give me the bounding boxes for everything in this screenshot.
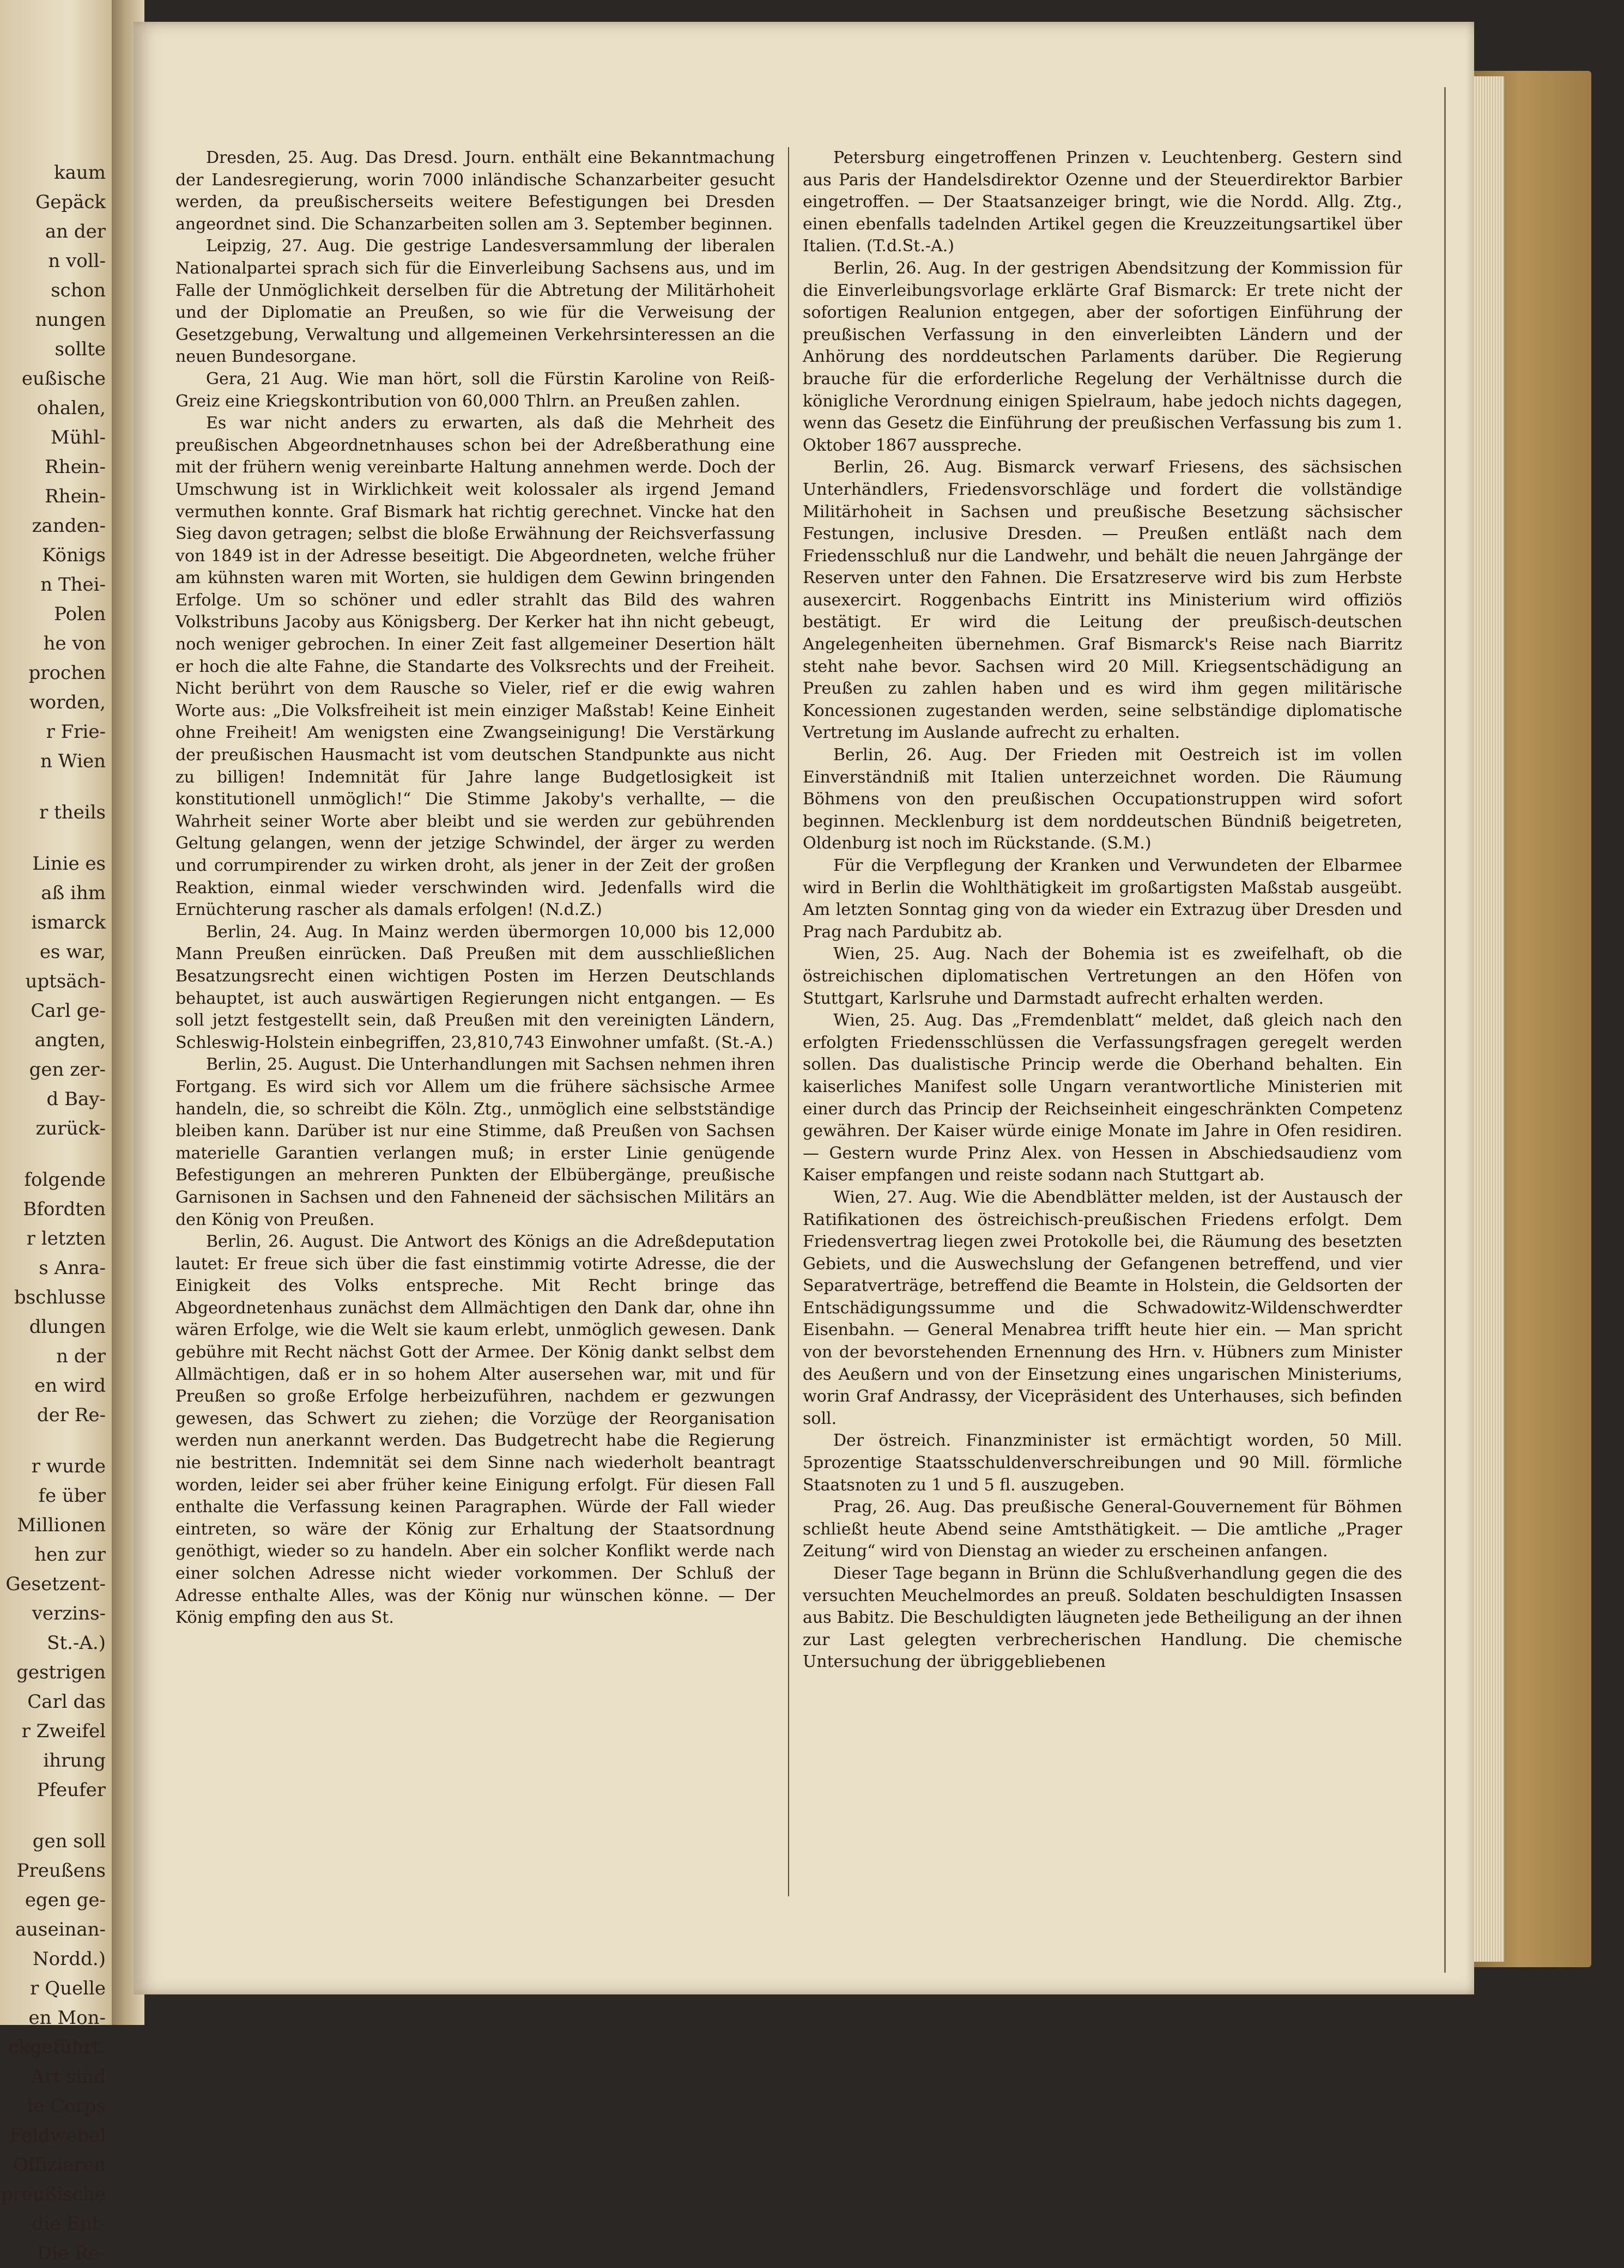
left-fragment-line: r Zweifel [21,1720,106,1742]
left-fragment-line: Nordd.) [32,1948,106,1970]
left-fragment-line: he von [43,633,106,654]
left-fragment-line: Rhein- [45,456,106,478]
left-fragment-line: verzins- [32,1603,106,1624]
article-berlin-26-commission: Berlin, 26. Aug. In der gestrigen Abendsitzung der Kommission für die Einverleibungsvorlage erklärte Graf Bismarck: Er trete nicht der sofortigen Realunion entgegen, aber der sofortigen Einführung der preußischen Verfassung in den einverleibten Ländern und der Anhörung des norddeutschen Parlaments darüber. Die Regierung brauche für die erforderliche Regelung der Verhältnisse durch die königliche Verordnung einigen Spielraum, habe jedoch nichts dagegen, wenn das Gesetz die Einführung der preußischen Verfassung bis zum 1. Oktober 1867 ausspreche. [803,258,1402,455]
left-fragment-line [0,1143,109,1165]
left-fragment-line: prochen [28,662,106,684]
left-fragment-line: bschlusse [14,1287,106,1308]
article-leipzig: Leipzig, 27. Aug. Die gestrige Landesversammlung der liberalen Nationalpartei sprach sich für die Einverleibung Sachsens aus, und im Falle der Unmöglichkeit derselben für die Abtretung der Militärhoheit und der Diplomatie an Preußen, so wie für die Verweisung der Gesetzgebung, Verwaltung und allgemeinen Verkehrsinteressen an die neuen Bundesorgane. [175,236,775,367]
article-petersburg: Petersburg eingetroffenen Prinzen v. Leuchtenberg. Gestern sind aus Paris der Handelsdirektor Ozenne und der Steuerdirektor Barbier eingetroffen. — Der Staatsanzeiger bringt, wie die Nordd. Allg. Ztg., einen ebenfalls tadelnden Artikel gegen die Kreuzzeitungsartikel über Italien. (T.d.St.-A.) [803,148,1402,256]
left-fragment-line: n Wien [40,750,106,772]
left-fragment-line: Offizieren [13,2154,106,2176]
left-page [0,0,114,2264]
left-fragment-line: Mühl- [51,427,106,448]
left-fragment-line: en wird [34,1375,106,1397]
left-fragment-line: eußische [21,368,106,390]
left-fragment-line: preußische [1,2184,106,2205]
article-gera: Gera, 21 Aug. Wie man hört, soll die Fürstin Karoline von Reiß-Greiz eine Kriegskontribution von 60,000 Thlrn. an Preußen zahlen. [175,369,775,411]
left-fragment-line: gen soll [32,1830,106,1852]
article-jacoby: Es war nicht anders zu erwarten, als daß die Mehrheit des preußischen Abgeordnetnhauses schon bei der Adreßberathung eine mit der frühern wenig vereinbarte Haltung annehmen werde. Doch der Umschwung ist in Wirklichkeit weit kolossaler als irgend Jemand vermuthen konnte. Graf Bismark hat richtig gerechnet. Vincke hat den Sieg davon getragen; selbst die bloße Erwähnung der Reichsverfassung von 1849 ist in der Adresse beseitigt. Die Abgeordneten, welche früher am kühnsten waren mit Worten, sie huldigen dem Gewinn bringenden Erfolge. Um so schöner und edler strahlt das Bild des wahren Volkstribuns Jacoby aus Königsberg. Der Kerker hat ihn nicht gebeugt, noch weniger gebrochen. In einer Zeit fast allgemeiner Desertion hält er hoch die alte Fahne, die Standarte des Volksrechts und der Freiheit. Nicht berührt von dem Rausche so Vieler, rief er die ewig wahren Worte aus: „Die Volksfreiheit ist mein einziger Maßstab! Keine Einheit ohne Freiheit! Am wenigsten eine Zwangseinigung! Die Verstärkung der preußischen Hausmacht ist vom deutschen Standpunkte aus nicht zu billigen! Indemnität für Jahre lange Budgetlosigkeit ist konstitutionell unmöglich!“ Die Stimme Jakoby's verhallte, — die Wahrheit seiner Worte aber bleibt und sie werden zur gebührenden Geltung gelangen, wenn der jetzige Schwindel, der ärger zu werden und corrumpirender zu wirken droht, als jener in der Zeit der großen Reaktion, einmal wieder verschwinden wird. Jedenfalls wird die Ernüchterung rascher als damals erfolgen! (N.d.Z.) [175,414,775,920]
left-fragment-line: zurück- [35,1118,106,1139]
left-fragment-line: schon [51,280,106,301]
left-fragment-line: angten, [34,1029,106,1051]
left-fragment-line: uptsäch- [25,971,106,992]
left-fragment-line: ihrung [43,1750,106,1772]
column-divider [788,147,789,1896]
left-fragment-line: Preußens [16,1860,106,1882]
left-fragment-line: sollte [54,338,106,360]
article-berlin-26-peace: Berlin, 26. Aug. Der Frieden mit Oestreich ist im vollen Einverständniß mit Italien unterzeichnet worden. Die Räumung Böhmens von den preußischen Occupationstruppen wird sofort beginnen. Mecklenburg ist dem norddeutschen Bündniß beigetreten, Oldenburg ist noch im Rückstande. (S.M.) [803,745,1402,853]
left-fragment-line: worden, [29,692,106,713]
left-fragment-line: en Mon- [28,2007,106,2029]
left-fragment-line: Die Re- [37,2242,106,2264]
left-fragment-line: Carl ge- [31,1000,106,1022]
article-finanzminister: Der östreich. Finanzminister ist ermächtigt worden, 50 Mill. 5prozentige Staatsschuldenverschreibungen und 90 Mill. förmliche Staatsnoten zu 1 und 5 fl. auszugeben. [803,1431,1402,1495]
left-fragment-line: kaum [53,162,106,184]
left-fragment-line: ckgeführt. [8,2036,106,2058]
left-fragment-line: Gesetzent- [5,1573,106,1595]
left-fragment-line: fe über [38,1485,106,1507]
right-column [803,147,1402,1673]
left-fragment-line: Art sind [31,2066,106,2088]
left-fragment-line: n der [56,1345,106,1367]
left-fragment-line: Rhein- [45,486,106,507]
left-fragment-line: Königs [42,544,106,566]
left-fragment-line: n Thei- [40,574,106,596]
left-fragment-line: Polen [54,603,106,625]
left-fragment-line: r theils [39,802,106,823]
left-fragment-line: egen ge- [25,1889,106,1911]
left-fragment-line: r Frie- [46,721,106,743]
left-fragment-line: folgende [24,1169,106,1191]
left-fragment-line [0,1805,109,1827]
left-fragment-line: aß ihm [41,882,106,904]
left-column [175,147,775,1629]
left-fragment-line: r wurde [31,1456,106,1477]
left-fragment-line: gen zer- [29,1059,106,1081]
article-wien-25-fremdenblatt: Wien, 25. Aug. Das „Fremdenblatt“ meldet, daß gleich nach den erfolgten Friedensschlüssen die Verfassungsfragen geregelt werden sollen. Das dualistische Princip werde die Oberhand behalten. Ein kaiserliches Manifest solle Ungarn verantwortliche Ministerien mit einer durch das Princip der Reichseinheit eingeschränkten Competenz gewähren. Der Kaiser würde einige Monate im Jahre in Ofen residiren. — Gestern wurde Prinz Alex. von Hessen in Abschiedsaudienz vom Kaiser empfangen und reiste sodann nach Stuttgart ab. [803,1011,1402,1185]
left-fragment-line: ie Corps [27,2095,106,2117]
left-fragment-line: an der [45,221,106,242]
left-fragment-line: gestrigen [16,1661,106,1683]
left-fragment-line: d Bay- [46,1088,106,1110]
article-wien-27: Wien, 27. Aug. Wie die Abendblätter melden, ist der Austausch der Ratifikationen des östreichisch-preußischen Friedens erfolgt. Dem Friedensvertrag liegen zwei Protokolle bei, die Räumung des besetzten Gebiets, und die Auswechslung der Gefangenen betreffend, und vier Separatverträge, betreffend die Beamte in Holstein, die Geldsorten der Entschädigungssumme und die Schwadowitz-Wildenschwerdter Eisenbahn. — General Menabrea trifft heute hier ein. — Man spricht von der bevorstehenden Ernennung des Hrn. v. Hübners zum Minister des Aeußern und von der Einsetzung eines ungarischen Ministeriums, worin Graf Andrassy, der Vicepräsident des Unterhauses, sich befinden soll. [803,1187,1402,1428]
article-prag: Prag, 26. Aug. Das preußische General-Gouvernement für Böhmen schließt heute Abend seine Amtsthätigkeit. — Die amtliche „Prager Zeitung“ wird von Dienstag an wieder zu erscheinen anfangen. [803,1497,1402,1561]
left-fragment-line [0,776,109,798]
article-bruenn: Dieser Tage begann in Brünn die Schlußverhandlung gegen die des versuchten Meuchelmordes an preuß. Soldaten beschuldigten Insassen aus Babitz. Die Beschuldigten läugneten jede Betheiligung an der ihnen zur Last gelegten verbrecherischen Handlung. Die chemische Untersuchung der übriggebliebenen [803,1564,1402,1672]
left-fragment-line: zanden- [32,515,106,537]
left-page-fragments [0,158,109,2268]
left-fragment-line: Pfeufer [37,1779,106,1801]
article-berlin-26-bismarck: Berlin, 26. Aug. Bismarck verwarf Friesens, des sächsischen Unterhändlers, Friedensvorschläge und fordert die vollständige Militärhoheit in Sachsen und preußische Besetzung sächsischer Festungen, inclusive Dresden. — Preußen entläßt nach dem Friedensschluß nur die Landwehr, und behält die neuen Jahrgänge der Reserven unter den Fahnen. Die Ersatzreserve wird bis zum Herbste ausexercirt. Roggenbachs Eintritt ins Ministerium wird offiziös bestätigt. Er wird die Leitung der preußisch-deutschen Angelegenheiten übernehmen. Graf Bismarck's Reise nach Biarritz steht nahe bevor. Sachsen wird 20 Mill. Kriegsentschädigung an Preußen zu zahlen haben und es wird ihm gegen militärische Koncessionen zugestanden werden, seine selbständige diplomatische Vertretung im Auslande aufrecht zu erhalten. [803,458,1402,743]
left-fragment-line: ismarck [31,912,106,933]
left-fragment-line: Linie es [32,853,106,875]
article-elbarmee: Für die Verpflegung der Kranken und Verwundeten der Elbarmee wird in Berlin die Wohlthätigkeit im großartigsten Maßstab ausgeübt. Am letzten Sonntag ging von da wieder ein Extrazug über Dresden und Prag nach Pardubitz ab. [803,856,1402,942]
left-fragment-line: die Ent- [32,2213,106,2235]
left-fragment-line: ohalen, [37,397,106,419]
left-fragment-line: n voll- [48,250,106,272]
page-border [1444,87,1446,1973]
article-berlin-25: Berlin, 25. August. Die Unterhandlungen mit Sachsen nehmen ihren Fortgang. Es wird sich vor Allem um die frühere sächsische Armee handeln, die, so schreibt die Köln. Ztg., unmöglich eine selbstständige bleiben kann. Darüber ist nur eine Stimme, daß Preußen von Sachsen materielle Garantien verlangen muß; in erster Linie genügende Befestigungen an mehreren Punkten der Elbübergänge, preußische Garnisonen in Sachsen und den Fahneneid der sächsischen Militärs an den König von Preußen. [175,1055,775,1229]
left-fragment-line: Feldwebel [9,2125,106,2146]
left-fragment-line: dlungen [29,1316,106,1338]
left-fragment-line: der Re- [37,1404,106,1426]
left-fragment-line: Bfordten [23,1198,106,1220]
article-berlin-24: Berlin, 24. Aug. In Mainz werden übermorgen 10,000 bis 12,000 Mann Preußen einrücken. Daß Preußen mit dem ausschließlichen Besatzungsrecht einen wichtigen Posten im Herzen Deutschlands behauptet, ist auch auswärtigen Regierungen nicht entgangen. — Es soll jetzt festgestellt sein, daß Preußen mit den vereinigten Ländern, Schleswig-Holstein einbegriffen, 23,810,743 Einwohner umfaßt. (St.-A.) [175,922,775,1052]
left-fragment-line [0,827,109,849]
article-berlin-26-king: Berlin, 26. August. Die Antwort des Königs an die Adreßdeputation lautet: Er freue sich über die fast einstimmig votirte Adresse, die der Einigkeit des Volks entspreche. Mit Recht bringe das Abgeordnetenhaus zunächst dem Allmächtigen den Dank dar, ohne ihn wären Erfolge, wie die Welt sie kaum erlebt, unmöglich gewesen. Dank gebühre mit Recht nächst Gott der Armee. Der König dankt selbst dem Allmächtigen, daß er in so hohem Alter ausersehen war, mit und für Preußen so große Erfolge herbeizuführen, nachdem er gezwungen gewesen, das Schwert zu ziehen; die Vorzüge der Reorganisation werden nun anerkannt werden. Das Budgetrecht habe die Regierung nie bestritten. Indemnität sei dem Sinne nach wiederholt beantragt worden, leider sei aber früher keine Einigung erfolgt. Für diesen Fall enthalte die Verfassung keinen Paragraphen. Würde der Fall wieder eintreten, so wäre der König zur Erhaltung der Staatsordnung genöthigt, wieder so zu handeln. Aber ein solcher Konflikt werde nach einer solchen Adresse nicht wieder vorkommen. Der Schluß der Adresse enthalte Alles, was der König nur wünschen könne. — Der König empfing den aus St. [175,1232,775,1628]
left-fragment-line [0,1430,109,1452]
left-fragment-line: hen zur [34,1544,106,1566]
left-fragment-line: St.-A.) [47,1632,106,1654]
left-fragment-line: Gepäck [35,191,106,213]
left-fragment-line: r Quelle [30,1978,106,1999]
left-fragment-line: Carl das [27,1691,106,1713]
left-fragment-line: Millionen [17,1514,106,1536]
left-fragment-line: auseinan- [15,1919,106,1940]
left-fragment-line: s Anra- [39,1257,106,1279]
left-fragment-line: r letzten [26,1228,106,1250]
article-dresden: Dresden, 25. Aug. Das Dresd. Journ. enthält eine Bekanntmachung der Landesregierung, worin 7000 inländische Schanzarbeiter gesucht werden, da preußischerseits weitere Befestigungen bei Dresden angeordnet sind. Die Schanzarbeiten sollen am 3. September beginnen. [175,148,775,234]
left-fragment-line: nungen [35,309,106,331]
article-wien-25-bohemia: Wien, 25. Aug. Nach der Bohemia ist es zweifelhaft, ob die östreichischen diplomatischen Vertretungen an den Höfen von Stuttgart, Karlsruhe und Darmstadt aufrecht erhalten werden. [803,944,1402,1008]
left-fragment-line: es war, [39,941,106,963]
